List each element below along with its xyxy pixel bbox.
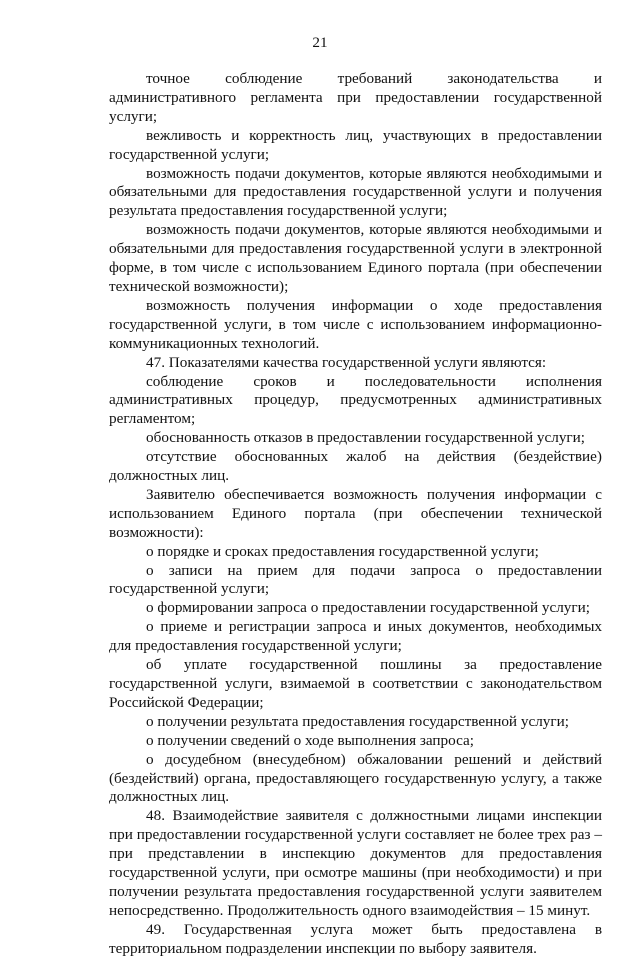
paragraph: о порядке и сроках предоставления государственной услуги; xyxy=(146,542,539,560)
paragraph: о досудебном (внесудебном) обжаловании решений и действий (бездействий) органа, предоставляющего государственную услугу, а также должностных лиц. xyxy=(109,750,602,806)
document-body xyxy=(109,70,602,959)
paragraph-47: 47. Показателями качества государственной услуги являются: xyxy=(146,353,547,371)
paragraph: о приеме и регистрации запроса и иных документов, необходимых для предоставления государственной услуги; xyxy=(109,618,602,655)
paragraph: возможность получения информации о ходе предоставления государственной услуги, в том числе с использованием информационно-коммуникационных технологий. xyxy=(109,296,602,352)
paragraph-49: 49. Государственная услуга может быть предоставлена в территориальном подразделении инспекции по выбору заявителя. xyxy=(109,920,602,957)
paragraph: о получении результата предоставления государственной услуги; xyxy=(146,712,569,730)
paragraph: соблюдение сроков и последовательности исполнения административных процедур, предусмотренных административных регламентом; xyxy=(109,372,602,428)
paragraph: о записи на прием для подачи запроса о предоставлении государственной услуги; xyxy=(109,561,602,598)
paragraph: отсутствие обоснованных жалоб на действия (бездействие) должностных лиц. xyxy=(109,448,602,485)
paragraph-48: 48. Взаимодействие заявителя с должностными лицами инспекции при предоставлении государственной услуги составляет не более трех раз – при представлении в инспекцию документов для предоставления государственной услуги, при осмотре машины (при необходимости) и при получении результата предоставления государственной услуги заявителем непосредственно. Продолжительность одного взаимодействия – 15 минут. xyxy=(109,807,602,919)
paragraph: о получении сведений о ходе выполнения запроса; xyxy=(146,731,474,749)
paragraph: Заявителю обеспечивается возможность получения информации с использованием Единого портала (при обеспечении технической возможности): xyxy=(109,485,602,541)
paragraph: вежливость и корректность лиц, участвующих в предоставлении государственной услуги; xyxy=(109,126,602,163)
page-number: 21 xyxy=(312,34,328,51)
paragraph: точное соблюдение требований законодательства и административного регламента при предоставлении государственной услуги; xyxy=(109,70,602,125)
paragraph: об уплате государственной пошлины за предоставление государственной услуги, взимаемой в соответствии с законодательством Российской Федерации; xyxy=(109,656,602,711)
paragraph: возможность подачи документов, которые являются необходимыми и обязательными для предоставления государственной услуги и получения результата предоставления государственной услуги; xyxy=(109,164,602,220)
paragraph: обоснованность отказов в предоставлении государственной услуги; xyxy=(146,429,586,447)
paragraph: возможность подачи документов, которые являются необходимыми и обязательными для предоставления государственной услуги в электронной форме, в том числе с использованием Единого портала (при обеспечении технической возможности); xyxy=(109,221,602,295)
paragraph: о формировании запроса о предоставлении государственной услуги; xyxy=(146,599,590,617)
